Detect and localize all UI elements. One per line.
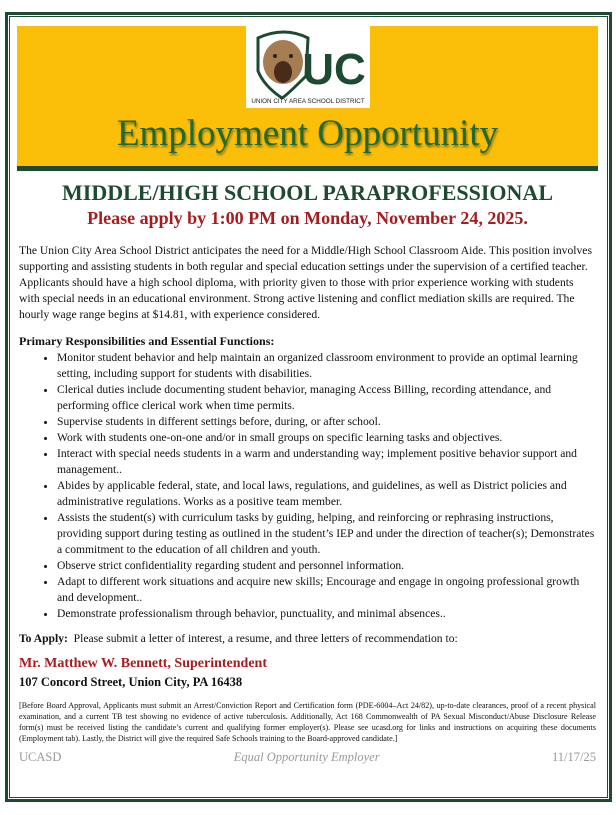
intro-paragraph: The Union City Area School District anticipates the need for a Middle/High School Classroom Aide. This position involves supporting and assisting students in both regular and special education settings under the supervision of a certified teacher. Applicants should have a high school diploma, with priority given to those with prior experience working with students with special needs in an educational environment. Strong active listening and conflict mediation skills are required. The hourly wage range begins at $14.81, with experience considered. [19, 244, 592, 321]
footer-date: 11/17/25 [552, 750, 596, 764]
list-item: • Interact with special needs students in a warm and understanding way; implement positive behavior support and management.. [57, 446, 596, 478]
list-item: • Observe strict confidentiality regarding student and personnel information. [57, 558, 596, 574]
footer [19, 749, 596, 765]
list-item: • Abides by applicable federal, state, and local laws, regulations, and guidelines, as well as District policies and administrative regulations. Works as a positive team member. [57, 478, 596, 510]
footer-center: Equal Opportunity Employer [233, 750, 380, 764]
bear-logo-icon [246, 26, 370, 108]
job-title: MIDDLE/HIGH SCHOOL PARAPROFESSIONAL [62, 180, 553, 205]
application-deadline: Please apply by 1:00 PM on Monday, November 24, 2025. [87, 208, 528, 228]
list-item: • Work with students one-on-one and/or in small groups on specific learning tasks and objectives. [57, 430, 596, 446]
apply-label: To Apply: [19, 632, 68, 645]
document-body [19, 243, 596, 765]
list-item: • Clerical duties include documenting student behavior, managing Access Billing, recording attendance, and performing office clerical work when time permits. [57, 382, 596, 414]
apply-text: Please submit a letter of interest, a resume, and three letters of recommendation to: [73, 632, 458, 645]
list-item: • Supervise students in different settings before, during, or after school. [57, 414, 596, 430]
svg-text:UC: UC [302, 45, 366, 94]
list-item: • Demonstrate professionalism through behavior, punctuality, and minimal absences.. [57, 606, 596, 622]
district-logo [246, 26, 370, 108]
list-item: • Monitor student behavior and help maintain an organized classroom environment to provide an optimal learning setting, including support for students with disabilities. [57, 350, 596, 382]
banner-heading: Employment Opportunity [116, 113, 499, 154]
contact-address: 107 Concord Street, Union City, PA 16438 [19, 675, 243, 689]
list-item: • Assists the student(s) with curriculum tasks by guiding, helping, and reinforcing or rephrasing instructions, providing support during testing as outlined in the student’s IEP and under the direction of teacher(s); Demonstrates a commitment to the education of all children and youth. [57, 510, 596, 558]
apply-instructions [19, 631, 596, 647]
footer-left: UCASD [19, 750, 62, 764]
responsibilities-list [19, 350, 596, 622]
responsibilities-heading: Primary Responsibilities and Essential Functions: [19, 334, 275, 348]
contact-name: Mr. Matthew W. Bennett, Superintendent [19, 656, 267, 671]
svg-text:UNION CITY AREA SCHOOL DISTRIC: UNION CITY AREA SCHOOL DISTRICT [251, 98, 365, 105]
fine-print: [Before Board Approval, Applicants must submit an Arrest/Conviction Report and Certification form (PDE-6004–Act 24/82), up-to-date clearances, proof of a recent physical examination, and a current TB test showing no evidence of active tuberculosis. Additionally, Act 168 Commonwealth of PA Sexual Misconduct/Abuse Disclosure Release form(s) must be received listing the candidate’s current and qualifying former employer(s). Please see ucasd.org for links and instructions on acquiring these documents (Employment tab). Lastly, the District will give the required Safe Schools training to the Board-approved candidate.] [19, 701, 596, 743]
list-item: • Adapt to different work situations and acquire new skills; Encourage and engage in ongoing professional growth and development.. [57, 574, 596, 606]
